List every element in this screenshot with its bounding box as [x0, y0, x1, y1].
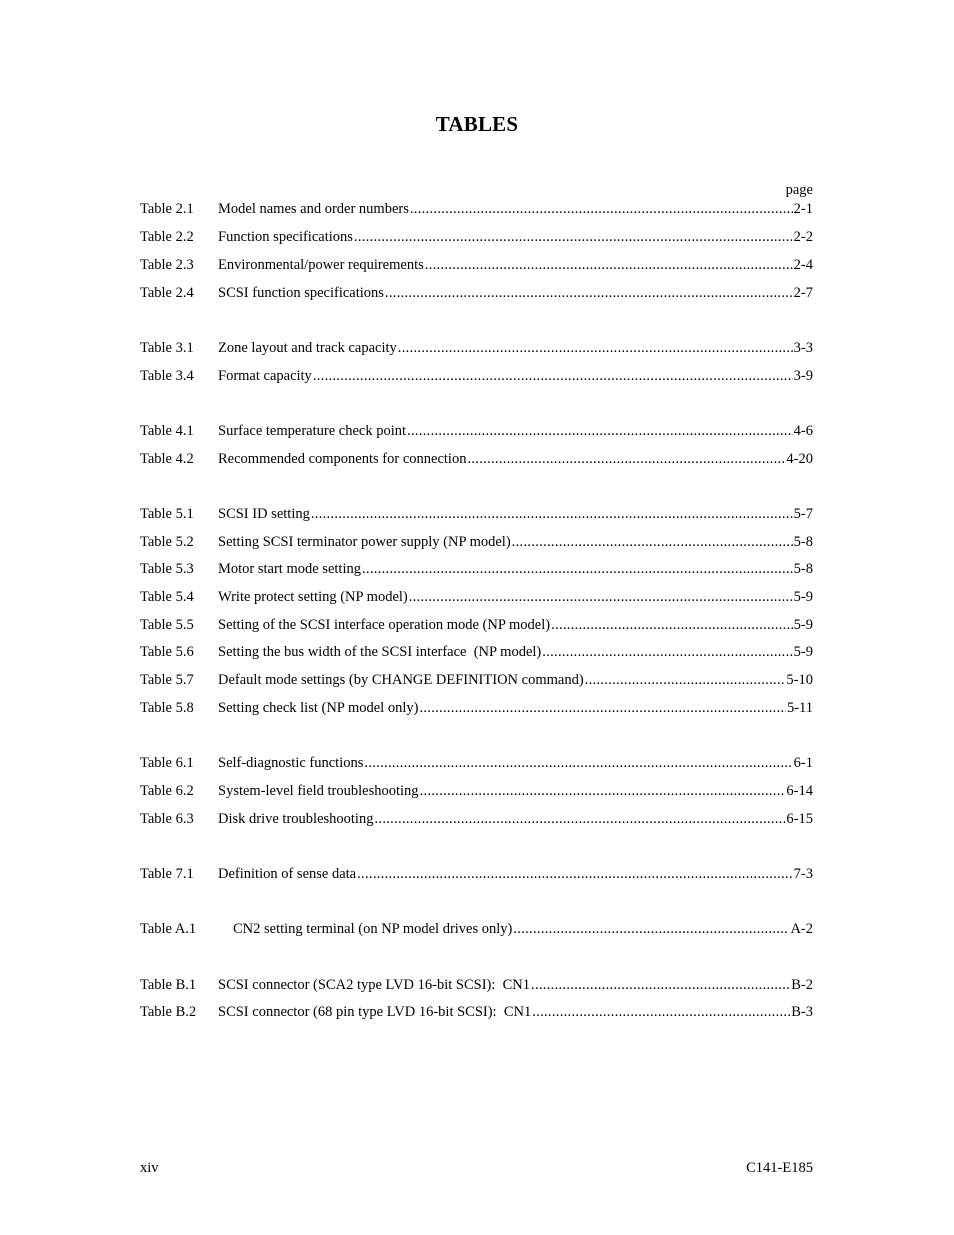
toc-entry[interactable] — [140, 449, 813, 469]
table-title: Setting the bus width of the SCSI interface (NP model) — [218, 644, 542, 660]
table-number: Table 2.2 — [140, 229, 194, 245]
table-title: SCSI connector (68 pin type LVD 16-bit SCSI): CN1 — [218, 1004, 532, 1020]
dot-leader — [354, 227, 793, 247]
table-title: SCSI function specifications — [218, 285, 384, 301]
toc-entry[interactable] — [140, 615, 813, 635]
table-number: Table 4.1 — [140, 423, 194, 439]
table-title: System-level field troubleshooting — [218, 783, 419, 799]
page-ref: 6-1 — [793, 755, 813, 771]
table-title: Environmental/power requirements — [218, 257, 424, 273]
dot-leader — [313, 366, 793, 386]
table-title: Motor start mode setting — [218, 561, 361, 577]
toc-entry[interactable] — [140, 559, 813, 579]
table-number: Table 5.2 — [140, 534, 194, 550]
table-number: Table 2.3 — [140, 257, 194, 273]
page-ref: 4-6 — [793, 423, 813, 439]
toc-entry[interactable] — [140, 532, 813, 552]
table-number: Table 7.1 — [140, 866, 194, 882]
footer-page-number: xiv — [140, 1160, 159, 1176]
page-ref: 5-7 — [793, 506, 813, 522]
page-title: TABLES — [435, 112, 519, 136]
table-number: Table 2.4 — [140, 285, 194, 301]
table-number: Table 5.7 — [140, 672, 194, 688]
dot-leader — [410, 199, 793, 219]
dot-leader — [420, 781, 786, 801]
footer-doc-code: C141-E185 — [746, 1160, 813, 1176]
table-number: Table 4.2 — [140, 451, 194, 467]
dot-leader — [385, 283, 793, 303]
table-number: Table A.1 — [140, 921, 197, 937]
dot-leader — [409, 587, 793, 607]
toc-entry[interactable] — [140, 283, 813, 303]
dot-leader — [364, 753, 792, 773]
page-ref: 5-9 — [793, 617, 813, 633]
table-title: Disk drive troubleshooting — [218, 811, 374, 827]
toc-entry[interactable] — [140, 809, 813, 829]
page-ref: B-3 — [791, 1004, 813, 1020]
page-ref: 2-2 — [793, 229, 813, 245]
table-number: Table 6.2 — [140, 783, 194, 799]
page-ref: 2-4 — [793, 257, 813, 273]
page-ref: 5-8 — [793, 534, 813, 550]
toc-entry[interactable] — [140, 975, 813, 995]
table-title: SCSI ID setting — [218, 506, 310, 522]
toc-entry[interactable] — [140, 919, 813, 939]
page-ref: 5-10 — [786, 672, 813, 688]
toc-entry[interactable] — [140, 227, 813, 247]
page-ref: 5-9 — [793, 589, 813, 605]
toc-entry[interactable] — [140, 753, 813, 773]
table-title: Recommended components for connection — [218, 451, 467, 467]
page-ref: 3-9 — [793, 368, 813, 384]
dot-leader — [467, 449, 785, 469]
toc-entry[interactable] — [140, 366, 813, 386]
page-ref: 3-3 — [793, 340, 813, 356]
dot-leader — [551, 615, 793, 635]
dot-leader — [311, 504, 793, 524]
table-title: SCSI connector (SCA2 type LVD 16-bit SCSI): CN1 — [218, 977, 531, 993]
table-title: Zone layout and track capacity — [218, 340, 397, 356]
table-number: Table 5.5 — [140, 617, 194, 633]
page-ref: 2-1 — [793, 201, 813, 217]
table-number: Table 6.3 — [140, 811, 194, 827]
dot-leader — [362, 559, 793, 579]
toc-entry[interactable] — [140, 338, 813, 358]
dot-leader — [513, 919, 789, 939]
table-number: Table 5.8 — [140, 700, 194, 716]
toc-entry[interactable] — [140, 670, 813, 690]
table-title: Function specifications — [218, 229, 353, 245]
toc-entry[interactable] — [140, 1002, 813, 1022]
page-ref: 5-11 — [786, 700, 813, 716]
table-number: Table B.1 — [140, 977, 197, 993]
toc-entry[interactable] — [140, 698, 813, 718]
toc-entry[interactable] — [140, 781, 813, 801]
page-ref: B-2 — [791, 977, 813, 993]
page-ref: 2-7 — [793, 285, 813, 301]
toc-entry[interactable] — [140, 587, 813, 607]
page-ref: 5-8 — [793, 561, 813, 577]
table-title: Surface temperature check point — [218, 423, 407, 439]
table-title: Model names and order numbers — [218, 201, 409, 217]
table-title: Setting SCSI terminator power supply (NP model) — [218, 534, 511, 550]
table-title: Write protect setting (NP model) — [218, 589, 408, 605]
page-ref: 6-14 — [786, 783, 813, 799]
page-column-label: page — [785, 182, 813, 198]
table-title: Definition of sense data — [218, 866, 357, 882]
dot-leader — [425, 255, 793, 275]
toc-entry[interactable] — [140, 255, 813, 275]
page-ref: A-2 — [790, 921, 813, 937]
dot-leader — [531, 975, 790, 995]
page-ref: 6-15 — [786, 811, 813, 827]
page-ref: 5-9 — [793, 644, 813, 660]
table-number: Table 5.1 — [140, 506, 194, 522]
dot-leader — [512, 532, 793, 552]
table-title: CN2 setting terminal (on NP model drives only) — [233, 921, 513, 937]
page-ref: 4-20 — [786, 451, 813, 467]
table-title: Self-diagnostic functions — [218, 755, 364, 771]
dot-leader — [532, 1002, 790, 1022]
page-ref: 7-3 — [793, 866, 813, 882]
table-number: Table 2.1 — [140, 201, 194, 217]
toc-entry[interactable] — [140, 199, 813, 219]
table-number: Table 6.1 — [140, 755, 194, 771]
table-title: Default mode settings (by CHANGE DEFINITION command) — [218, 672, 584, 688]
table-number: Table 5.4 — [140, 589, 194, 605]
table-title: Setting of the SCSI interface operation mode (NP model) — [218, 617, 551, 633]
table-title: Format capacity — [218, 368, 312, 384]
dot-leader — [542, 642, 792, 662]
toc-entry[interactable] — [140, 864, 813, 884]
table-number: Table B.2 — [140, 1004, 197, 1020]
table-number: Table 3.1 — [140, 340, 194, 356]
table-title: Setting check list (NP model only) — [218, 700, 419, 716]
dot-leader — [374, 809, 785, 829]
dot-leader — [398, 338, 793, 358]
dot-leader — [357, 864, 793, 884]
toc-entry[interactable] — [140, 421, 813, 441]
table-number: Table 5.6 — [140, 644, 194, 660]
toc-entry[interactable] — [140, 504, 813, 524]
dot-leader — [407, 421, 793, 441]
dot-leader — [585, 670, 786, 690]
table-number: Table 5.3 — [140, 561, 194, 577]
toc-entry[interactable] — [140, 642, 813, 662]
dot-leader — [419, 698, 786, 718]
table-number: Table 3.4 — [140, 368, 194, 384]
